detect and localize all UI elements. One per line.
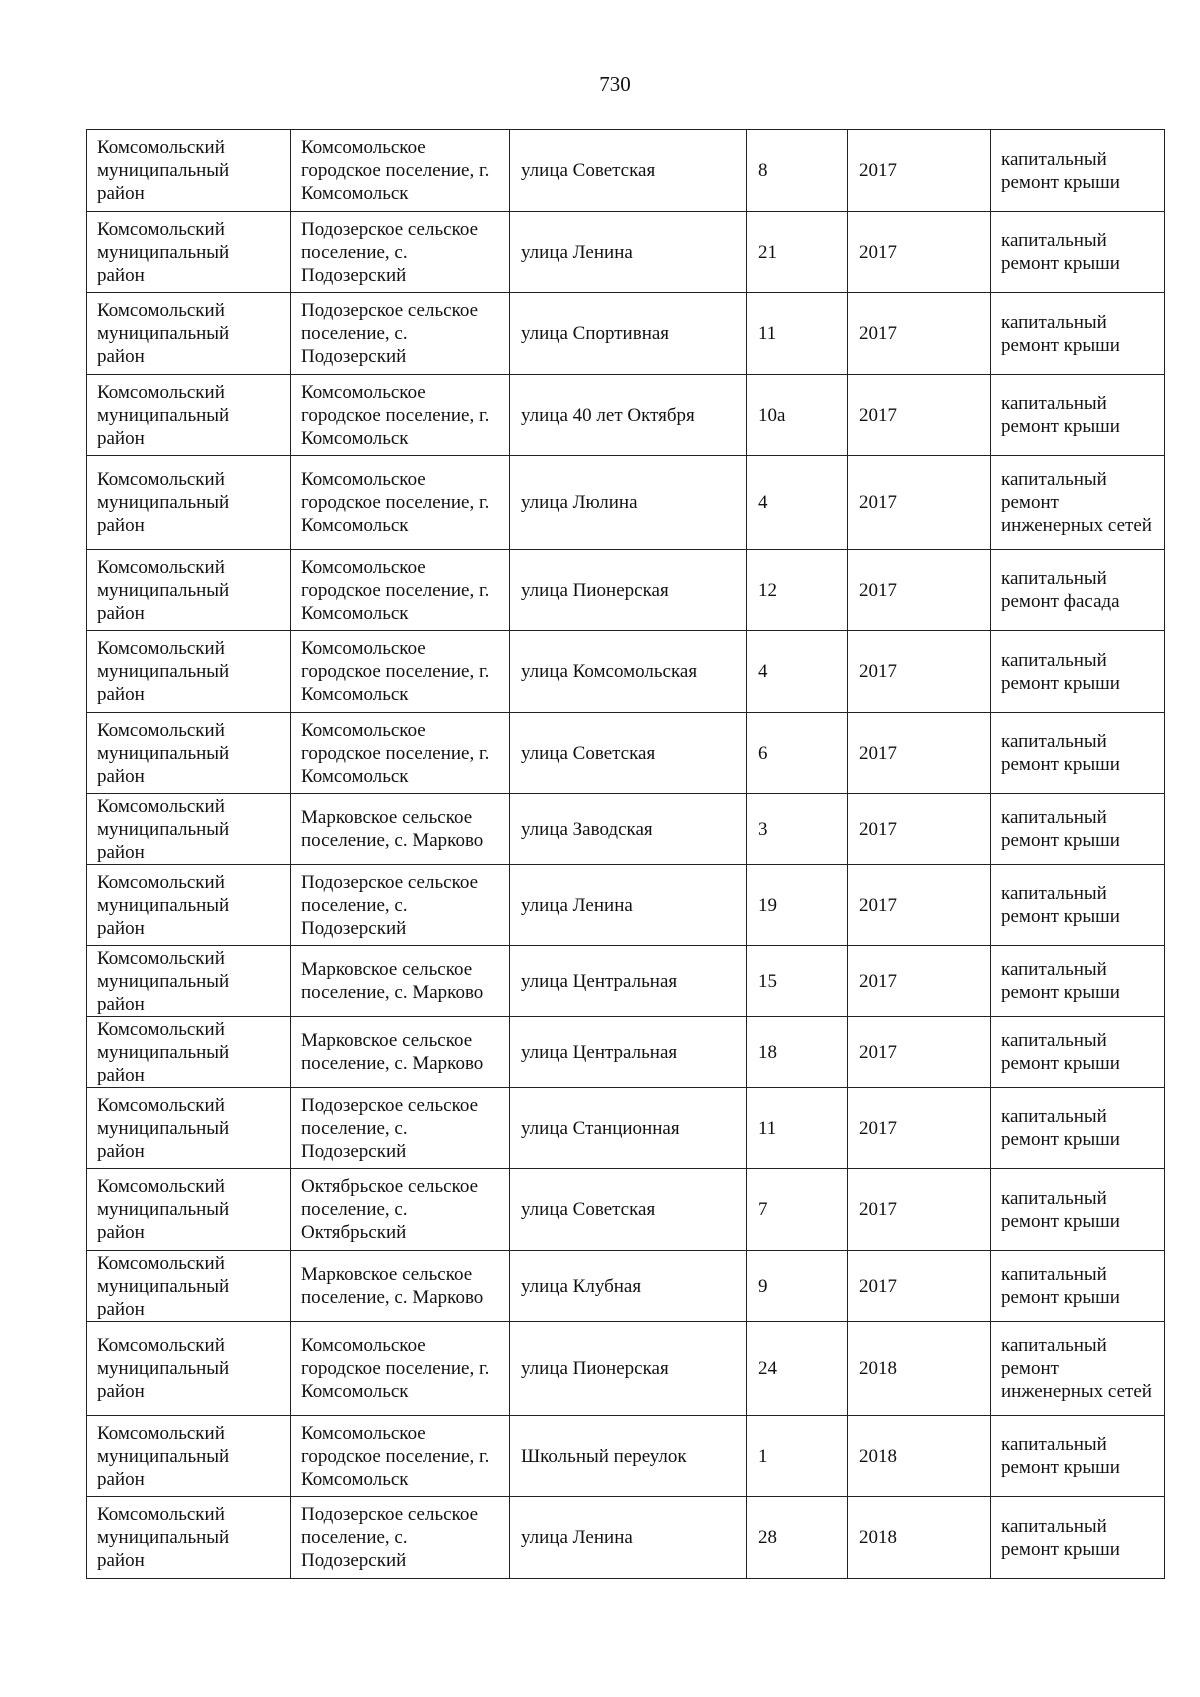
year-cell: 2017 [848,946,991,1017]
settlement-cell: Комсомольское городское поселение, г. Комсомольск [291,1416,510,1497]
work-type-cell: капитальный ремонт инженерных сетей [991,456,1165,550]
work-type-cell: капитальный ремонт крыши [991,130,1165,212]
year-cell: 2017 [848,1088,991,1169]
settlement-cell: Комсомольское городское поселение, г. Комсомольск [291,375,510,456]
settlement-cell: Марковское сельское поселение, с. Марково [291,1017,510,1088]
settlement-cell: Подозерское сельское поселение, с. Подозерский [291,1088,510,1169]
street-cell: улица Центральная [510,1017,747,1088]
year-cell: 2017 [848,1169,991,1251]
year-cell: 2017 [848,293,991,375]
house-number-cell: 4 [747,631,848,713]
district-cell: Комсомольский муниципальный район [87,794,291,865]
table-row [87,456,1165,550]
work-type-cell: капитальный ремонт крыши [991,293,1165,375]
district-cell: Комсомольский муниципальный район [87,1169,291,1251]
year-cell: 2017 [848,631,991,713]
district-cell: Комсомольский муниципальный район [87,631,291,713]
street-cell: улица Пионерская [510,1322,747,1416]
settlement-cell: Комсомольское городское поселение, г. Комсомольск [291,456,510,550]
table-row [87,293,1165,375]
house-number-cell: 11 [747,1088,848,1169]
settlement-cell: Комсомольское городское поселение, г. Комсомольск [291,713,510,794]
work-type-cell: капитальный ремонт крыши [991,1251,1165,1322]
settlement-cell: Марковское сельское поселение, с. Марково [291,946,510,1017]
district-cell: Комсомольский муниципальный район [87,1322,291,1416]
settlement-cell: Подозерское сельское поселение, с. Подозерский [291,865,510,946]
year-cell: 2017 [848,794,991,865]
year-cell: 2017 [848,375,991,456]
table-row [87,550,1165,631]
settlement-cell: Подозерское сельское поселение, с. Подозерский [291,293,510,375]
year-cell: 2017 [848,865,991,946]
house-number-cell: 11 [747,293,848,375]
work-type-cell: капитальный ремонт крыши [991,1088,1165,1169]
work-type-cell: капитальный ремонт крыши [991,1497,1165,1579]
district-cell: Комсомольский муниципальный район [87,1251,291,1322]
street-cell: улица Советская [510,1169,747,1251]
year-cell: 2018 [848,1497,991,1579]
district-cell: Комсомольский муниципальный район [87,713,291,794]
district-cell: Комсомольский муниципальный район [87,1497,291,1579]
table-row [87,1322,1165,1416]
house-number-cell: 6 [747,713,848,794]
work-type-cell: капитальный ремонт фасада [991,550,1165,631]
work-type-cell: капитальный ремонт крыши [991,865,1165,946]
house-number-cell: 3 [747,794,848,865]
house-number-cell: 19 [747,865,848,946]
year-cell: 2017 [848,130,991,212]
table-row [87,212,1165,293]
house-number-cell: 7 [747,1169,848,1251]
work-type-cell: капитальный ремонт крыши [991,946,1165,1017]
year-cell: 2018 [848,1322,991,1416]
street-cell: улица Ленина [510,1497,747,1579]
house-number-cell: 15 [747,946,848,1017]
street-cell: улица Ленина [510,212,747,293]
settlement-cell: Подозерское сельское поселение, с. Подозерский [291,1497,510,1579]
table-row [87,1497,1165,1579]
district-cell: Комсомольский муниципальный район [87,1088,291,1169]
table-row [87,1169,1165,1251]
settlement-cell: Подозерское сельское поселение, с. Подозерский [291,212,510,293]
street-cell: улица Клубная [510,1251,747,1322]
table-row [87,1088,1165,1169]
district-cell: Комсомольский муниципальный район [87,293,291,375]
work-type-cell: капитальный ремонт крыши [991,212,1165,293]
table-row [87,631,1165,713]
settlement-cell: Марковское сельское поселение, с. Марково [291,794,510,865]
table-row [87,1251,1165,1322]
year-cell: 2017 [848,212,991,293]
district-cell: Комсомольский муниципальный район [87,865,291,946]
district-cell: Комсомольский муниципальный район [87,212,291,293]
street-cell: улица 40 лет Октября [510,375,747,456]
house-number-cell: 24 [747,1322,848,1416]
district-cell: Комсомольский муниципальный район [87,550,291,631]
house-number-cell: 21 [747,212,848,293]
table-row [87,713,1165,794]
work-type-cell: капитальный ремонт крыши [991,713,1165,794]
district-cell: Комсомольский муниципальный район [87,456,291,550]
year-cell: 2017 [848,550,991,631]
work-type-cell: капитальный ремонт инженерных сетей [991,1322,1165,1416]
district-cell: Комсомольский муниципальный район [87,1017,291,1088]
house-number-cell: 28 [747,1497,848,1579]
street-cell: Школьный переулок [510,1416,747,1497]
table-row [87,946,1165,1017]
street-cell: улица Заводская [510,794,747,865]
street-cell: улица Спортивная [510,293,747,375]
work-type-cell: капитальный ремонт крыши [991,631,1165,713]
street-cell: улица Советская [510,130,747,212]
table-row [87,794,1165,865]
table-row [87,1017,1165,1088]
year-cell: 2018 [848,1416,991,1497]
street-cell: улица Комсомольская [510,631,747,713]
district-cell: Комсомольский муниципальный район [87,375,291,456]
house-number-cell: 9 [747,1251,848,1322]
work-type-cell: капитальный ремонт крыши [991,1416,1165,1497]
settlement-cell: Комсомольское городское поселение, г. Комсомольск [291,631,510,713]
street-cell: улица Люлина [510,456,747,550]
house-number-cell: 8 [747,130,848,212]
house-number-cell: 4 [747,456,848,550]
street-cell: улица Ленина [510,865,747,946]
work-type-cell: капитальный ремонт крыши [991,1017,1165,1088]
work-type-cell: капитальный ремонт крыши [991,794,1165,865]
district-cell: Комсомольский муниципальный район [87,1416,291,1497]
year-cell: 2017 [848,1251,991,1322]
street-cell: улица Советская [510,713,747,794]
year-cell: 2017 [848,1017,991,1088]
table-row [87,865,1165,946]
house-number-cell: 18 [747,1017,848,1088]
street-cell: улица Станционная [510,1088,747,1169]
settlement-cell: Марковское сельское поселение, с. Марково [291,1251,510,1322]
table-row [87,375,1165,456]
settlement-cell: Комсомольское городское поселение, г. Комсомольск [291,130,510,212]
street-cell: улица Центральная [510,946,747,1017]
house-number-cell: 1 [747,1416,848,1497]
work-type-cell: капитальный ремонт крыши [991,375,1165,456]
page-number: 730 [599,72,631,96]
district-cell: Комсомольский муниципальный район [87,946,291,1017]
year-cell: 2017 [848,456,991,550]
table-row [87,130,1165,212]
settlement-cell: Октябрьское сельское поселение, с. Октябрьский [291,1169,510,1251]
settlement-cell: Комсомольское городское поселение, г. Комсомольск [291,550,510,631]
street-cell: улица Пионерская [510,550,747,631]
house-number-cell: 10а [747,375,848,456]
work-type-cell: капитальный ремонт крыши [991,1169,1165,1251]
district-cell: Комсомольский муниципальный район [87,130,291,212]
settlement-cell: Комсомольское городское поселение, г. Комсомольск [291,1322,510,1416]
housing-repair-table [86,129,1165,1579]
table-row [87,1416,1165,1497]
house-number-cell: 12 [747,550,848,631]
year-cell: 2017 [848,713,991,794]
